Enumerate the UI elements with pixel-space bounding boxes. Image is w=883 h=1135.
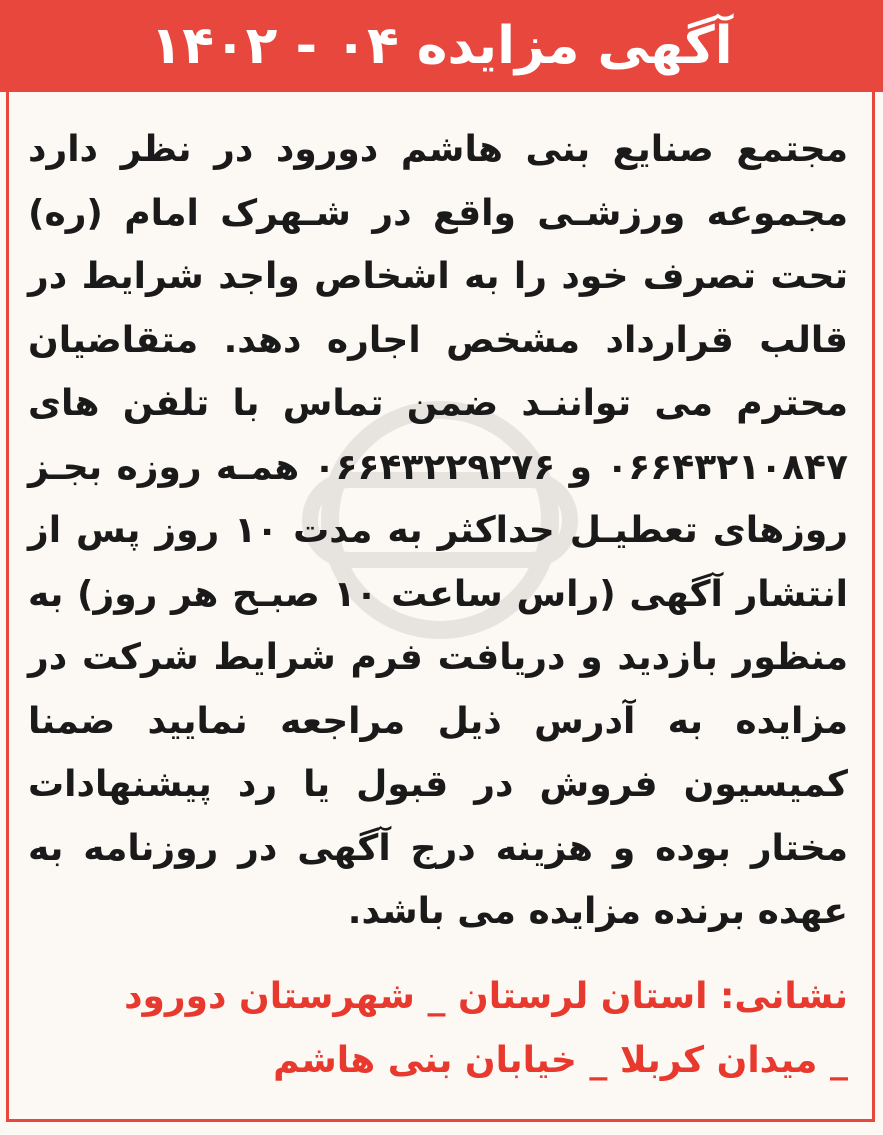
notice-title: آگهی مزایده ۰۴ - ۱۴۰۲ [150,16,733,76]
notice-address [28,965,848,1093]
address-line-1: نشانی: استان لرستان _ شهرستان دورود [124,976,848,1017]
address-line-2: _ میدان کربلا _ خیابان بنی هاشم [273,1040,848,1081]
notice-body-text: مجتمع صنایع بنی هاشم دورود در نظر دارد مجموعه ورزشـی واقع در شـهرک امام (ره) تحت تصرف خود را به اشخاص واجد شرایط در قالب قرارداد مشخص اجاره دهد. متقاضیان محترم می تواننـد ضمن تماس با تلفن های ۰۶۶۴۳۲۱۰۸۴۷ و ۰۶۶۴۳۲۲۹۲۷۶ همـه روزه بجـز روزهای تعطیـل حداکثر به مدت ۱۰ روز پس از انتشار آگهی (راس ساعت ۱۰ صبـح هر روز) به منظور بازدید و دریافت فرم شرایط شرکت در مزایده به آدرس ذیل مراجعه نمایید ضمنا کمیسیون فروش در قبول یا رد پیشنهادات مختار بوده و هزینه درج آگهی در روزنامه به عهده برنده مزایده می باشد. [28,129,848,932]
notice-header [0,0,883,92]
